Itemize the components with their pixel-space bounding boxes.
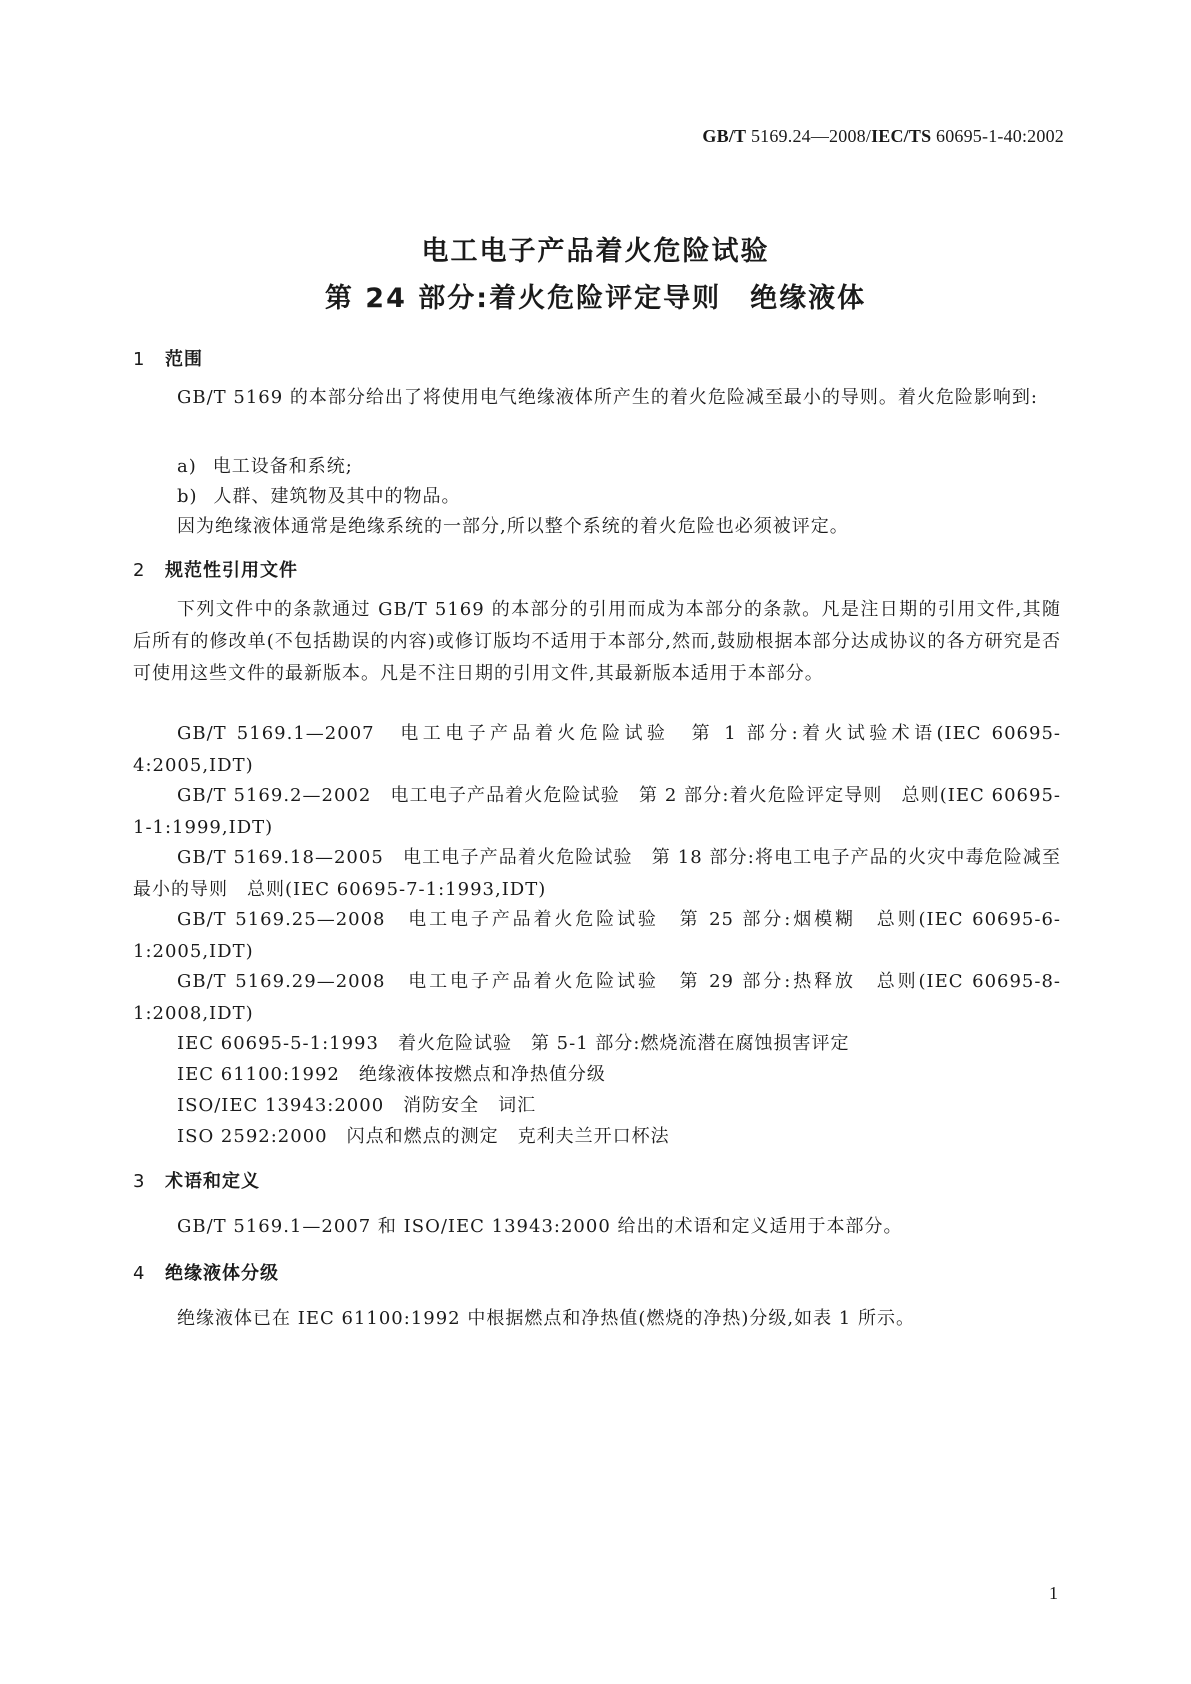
- reference-item: GB/T 5169.1—2007 电工电子产品着火危险试验 第 1 部分:着火试验术语(IEC 60695-4:2005,IDT): [133, 723, 1061, 776]
- list-item-text: 电工设备和系统;: [212, 456, 353, 477]
- list-item: [177, 452, 353, 478]
- section-heading-terms-definitions: [133, 1167, 260, 1193]
- reference-item: GB/T 5169.29—2008 电工电子产品着火危险试验 第 29 部分:热释放 总则(IEC 60695-8-1:2008,IDT): [133, 971, 1061, 1024]
- header-code-part: 5169.24—2008/: [746, 126, 872, 146]
- paragraph: GB/T 5169 的本部分给出了将使用电气绝缘液体所产生的着火危险减至最小的导则。着火危险影响到:: [177, 387, 1038, 408]
- list-marker: a): [177, 456, 197, 477]
- section-title: 绝缘液体分级: [165, 1263, 279, 1284]
- reference-item: ISO 2592:2000 闪点和燃点的测定 克利夫兰开口杯法: [177, 1126, 670, 1147]
- document-title-line-2: 第 24 部分:着火危险评定导则 绝缘液体: [324, 283, 867, 314]
- reference-item: IEC 60695-5-1:1993 着火危险试验 第 5-1 部分:燃烧流潜在腐蚀损害评定: [177, 1033, 850, 1054]
- paragraph: 绝缘液体已在 IEC 61100:1992 中根据燃点和净热值(燃烧的净热)分级,如表 1 所示。: [177, 1308, 915, 1329]
- section-number: 1: [133, 349, 146, 370]
- paragraph: 下列文件中的条款通过 GB/T 5169 的本部分的引用而成为本部分的条款。凡是注日期的引用文件,其随后所有的修改单(不包括勘误的内容)或修订版均不适用于本部分,然而,鼓励根据本部分达成协议的各方研究是否可使用这些文件的最新版本。凡是不注日期的引用文件,其最新版本适用于本部分。: [133, 599, 1061, 684]
- section-title: 规范性引用文件: [165, 560, 298, 581]
- reference-item: GB/T 5169.2—2002 电工电子产品着火危险试验 第 2 部分:着火危险评定导则 总则(IEC 60695-1-1:1999,IDT): [133, 785, 1061, 838]
- section-title: 术语和定义: [165, 1171, 260, 1192]
- standard-code-header: [702, 126, 1064, 147]
- section-heading-classification: [133, 1259, 279, 1285]
- list-marker: b): [177, 486, 198, 507]
- section-heading-normative-references: [133, 556, 298, 582]
- header-code-part: GB/T: [702, 126, 747, 146]
- reference-item: IEC 61100:1992 绝缘液体按燃点和净热值分级: [177, 1064, 606, 1085]
- paragraph: 因为绝缘液体通常是绝缘系统的一部分,所以整个系统的着火危险也必须被评定。: [177, 516, 849, 537]
- list-item: [177, 482, 461, 508]
- header-code-part: IEC/TS: [871, 126, 932, 146]
- header-code-part: 60695-1-40:2002: [931, 126, 1064, 146]
- reference-item: GB/T 5169.18—2005 电工电子产品着火危险试验 第 18 部分:将电工电子产品的火灾中毒危险减至最小的导则 总则(IEC 60695-7-1:1993,IDT): [133, 847, 1061, 900]
- section-heading-scope: [133, 345, 203, 371]
- paragraph: GB/T 5169.1—2007 和 ISO/IEC 13943:2000 给出的术语和定义适用于本部分。: [177, 1216, 903, 1237]
- list-item-text: 人群、建筑物及其中的物品。: [213, 486, 461, 507]
- section-number: 2: [133, 560, 146, 581]
- page-number: 1: [1049, 1583, 1058, 1603]
- section-number: 3: [133, 1171, 146, 1192]
- document-title-line-1: 电工电子产品着火危险试验: [421, 236, 770, 267]
- reference-item: GB/T 5169.25—2008 电工电子产品着火危险试验 第 25 部分:烟模糊 总则(IEC 60695-6-1:2005,IDT): [133, 909, 1061, 962]
- section-title: 范围: [165, 349, 203, 370]
- section-number: 4: [133, 1263, 146, 1284]
- reference-item: ISO/IEC 13943:2000 消防安全 词汇: [177, 1095, 537, 1116]
